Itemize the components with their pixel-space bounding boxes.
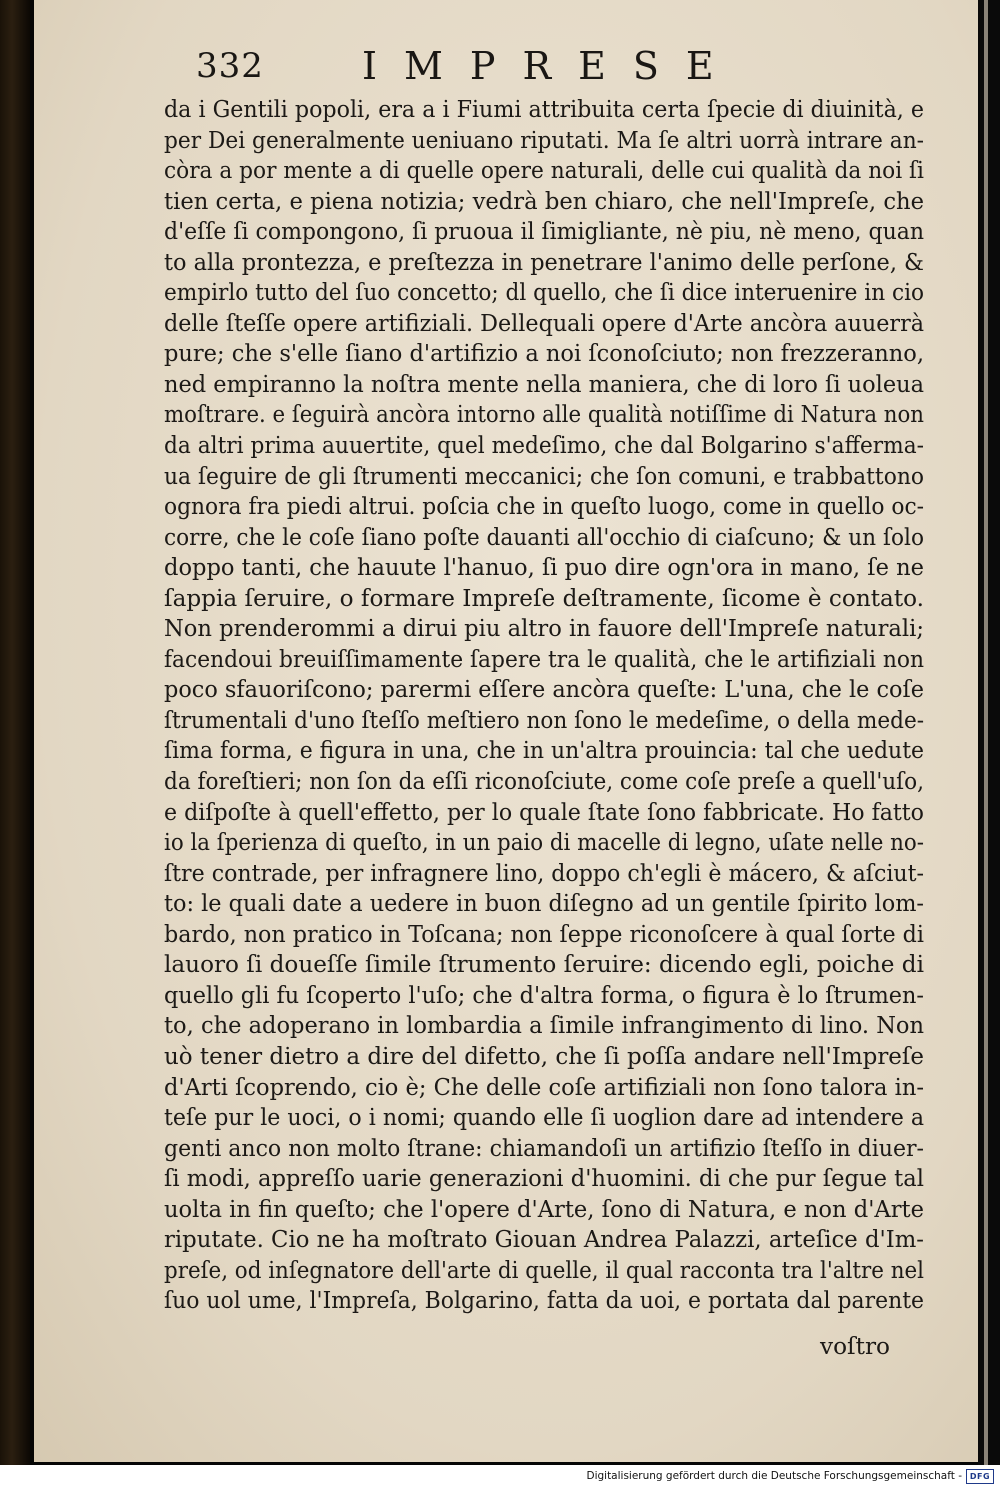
page-right-edge	[978, 0, 1000, 1465]
text-line: facendoui breuiſſimamente ſapere tra le qualità, che le artifiziali non	[164, 645, 924, 673]
running-head	[196, 42, 940, 92]
footer-bar	[0, 1465, 1000, 1491]
page-number: 332	[196, 46, 264, 86]
text-line: poco sfauoriſcono; parermi eſſere ancòra queſte: L'una, che le coſe	[164, 676, 924, 704]
text-line: ſappia ſeruire, o formare Impreſe deſtramente, ſicome è contato.	[164, 584, 924, 612]
text-line: da altri prima auuertite, quel medeſimo, che dal Bolgarino s'afferma-	[164, 432, 924, 460]
book-spine-edge	[0, 0, 30, 1465]
text-line: quello gli fu ſcoperto l'uſo; che d'altra forma, o figura è lo ſtrumen-	[164, 981, 924, 1009]
text-line: ſtrumentali d'uno ſteſſo meſtiero non ſono le medeſime, o della mede-	[164, 706, 924, 734]
text-line: ſuo uol ume, l'Impreſa, Bolgarino, fatta da uoi, e portata dal parente	[164, 1287, 924, 1315]
text-line: bardo, non pratico in Toſcana; non ſeppe riconoſcere à qual ſorte di	[164, 920, 924, 948]
text-line: moſtrare. e ſeguirà ancòra intorno alle qualità notiſſime di Natura non	[164, 401, 924, 429]
text-line: io la ſperienza di queſto, in un paio di macelle di legno, uſate nelle no-	[164, 829, 924, 857]
text-line: Non prenderommi a dirui piu altro in fauore dell'Impreſe naturali;	[164, 615, 924, 643]
text-line: uolta in fin queſto; che l'opere d'Arte, ſono di Natura, e non d'Arte	[164, 1195, 924, 1223]
text-line: ſi modi, appreſſo uarie generazioni d'huomini. di che pur ſegue tal	[164, 1165, 924, 1193]
text-line: to alla prontezza, e preſtezza in penetrare l'animo delle perſone, &	[164, 248, 924, 276]
text-line: uò tener dietro a dire del difetto, che ſi poſſa andare nell'Impreſe	[164, 1042, 924, 1070]
text-line: riputate. Cio ne ha moſtrato Giouan Andrea Palazzi, arteſice d'Im-	[164, 1226, 924, 1254]
page-title: IMPRESE	[362, 44, 741, 88]
text-line: genti anco non molto ſtrane: chiamandoſi un artifizio ſteſſo in diuer-	[164, 1134, 924, 1162]
text-line: pure; che s'elle ſiano d'artifizio a noi ſconoſciuto; non frezzeranno,	[164, 340, 924, 368]
dfg-logo-icon: DFG	[966, 1469, 994, 1484]
text-line: còra a por mente a di quelle opere naturali, delle cui qualità da noi ſi	[164, 157, 924, 185]
text-line: lauoro ſi doueſſe ſimile ſtrumento ſeruire: dicendo egli, poiche di	[164, 951, 924, 979]
text-line: da i Gentili popoli, era a i Fiumi attribuita certa ſpecie di diuinità, e	[164, 96, 924, 123]
text-line: ſima forma, e figura in una, che in un'altra prouincia: tal che uedute	[164, 737, 924, 765]
text-line: d'Arti ſcoprendo, cio è; Che delle coſe artifiziali non ſono talora in-	[164, 1073, 924, 1101]
text-line: delle ſteſſe opere artifiziali. Dellequali opere d'Arte ancòra auuerrà	[164, 309, 924, 337]
page-edge-strip	[984, 0, 988, 1465]
text-line: tien certa, e piena notizia; vedrà ben chiaro, che nell'Impreſe, che	[164, 187, 924, 215]
text-line: to: le quali date a uedere in buon diſegno ad un gentile ſpirito lom-	[164, 890, 924, 918]
text-line: ognora fra piedi altrui. poſcia che in queſto luogo, come in quello oc-	[164, 493, 924, 521]
text-line: da foreſtieri; non ſon da eſſi riconoſciute, come coſe preſe a quell'uſo,	[164, 768, 924, 796]
text-line: ſtre contrade, per infragnere lino, doppo ch'egli è mácero, & aſciut-	[164, 859, 924, 887]
catchword: voſtro	[820, 1333, 891, 1360]
text-line: d'eſſe ſi compongono, ſi pruoua il ſimigliante, nè piu, nè meno, quan	[164, 218, 924, 246]
text-line: preſe, od inſegnatore dell'arte di quelle, il qual racconta tra l'altre nel	[164, 1256, 924, 1284]
text-line: doppo tanti, che hauute l'hanuo, ſi puo dire ogn'ora in mano, ſe ne	[164, 554, 924, 582]
funding-credit: Digitalisierung gefördert durch die Deutsche Forschungsgemeinschaft -	[586, 1470, 962, 1482]
text-line: corre, che le coſe ſiano poſte dauanti all'occhio di ciaſcuno; & un ſolo	[164, 523, 924, 551]
text-line: to, che adoperano in lombardia a ſimile infrangimento di lino. Non	[164, 1012, 924, 1040]
text-line: e diſpoſte à quell'effetto, per lo quale ſtate ſono fabbricate. Ho fatto	[164, 798, 924, 826]
text-line: teſe pur le uoci, o i nomi; quando elle ſi uoglion dare ad intendere a	[164, 1104, 924, 1132]
text-line: ned empiranno la noſtra mente nella maniera, che di loro ſi uoleua	[164, 370, 924, 398]
text-line: empirlo tutto del ſuo concetto; dl quello, che ſi dice interuenire in cio	[164, 279, 924, 307]
text-line: per Dei generalmente ueniuano riputati. Ma ſe altri uorrà intrare an-	[164, 126, 924, 154]
text-line: ua ſeguire de gli ſtrumenti meccanici; che ſon comuni, e trabbattono	[164, 462, 924, 490]
body-text	[164, 95, 924, 1317]
